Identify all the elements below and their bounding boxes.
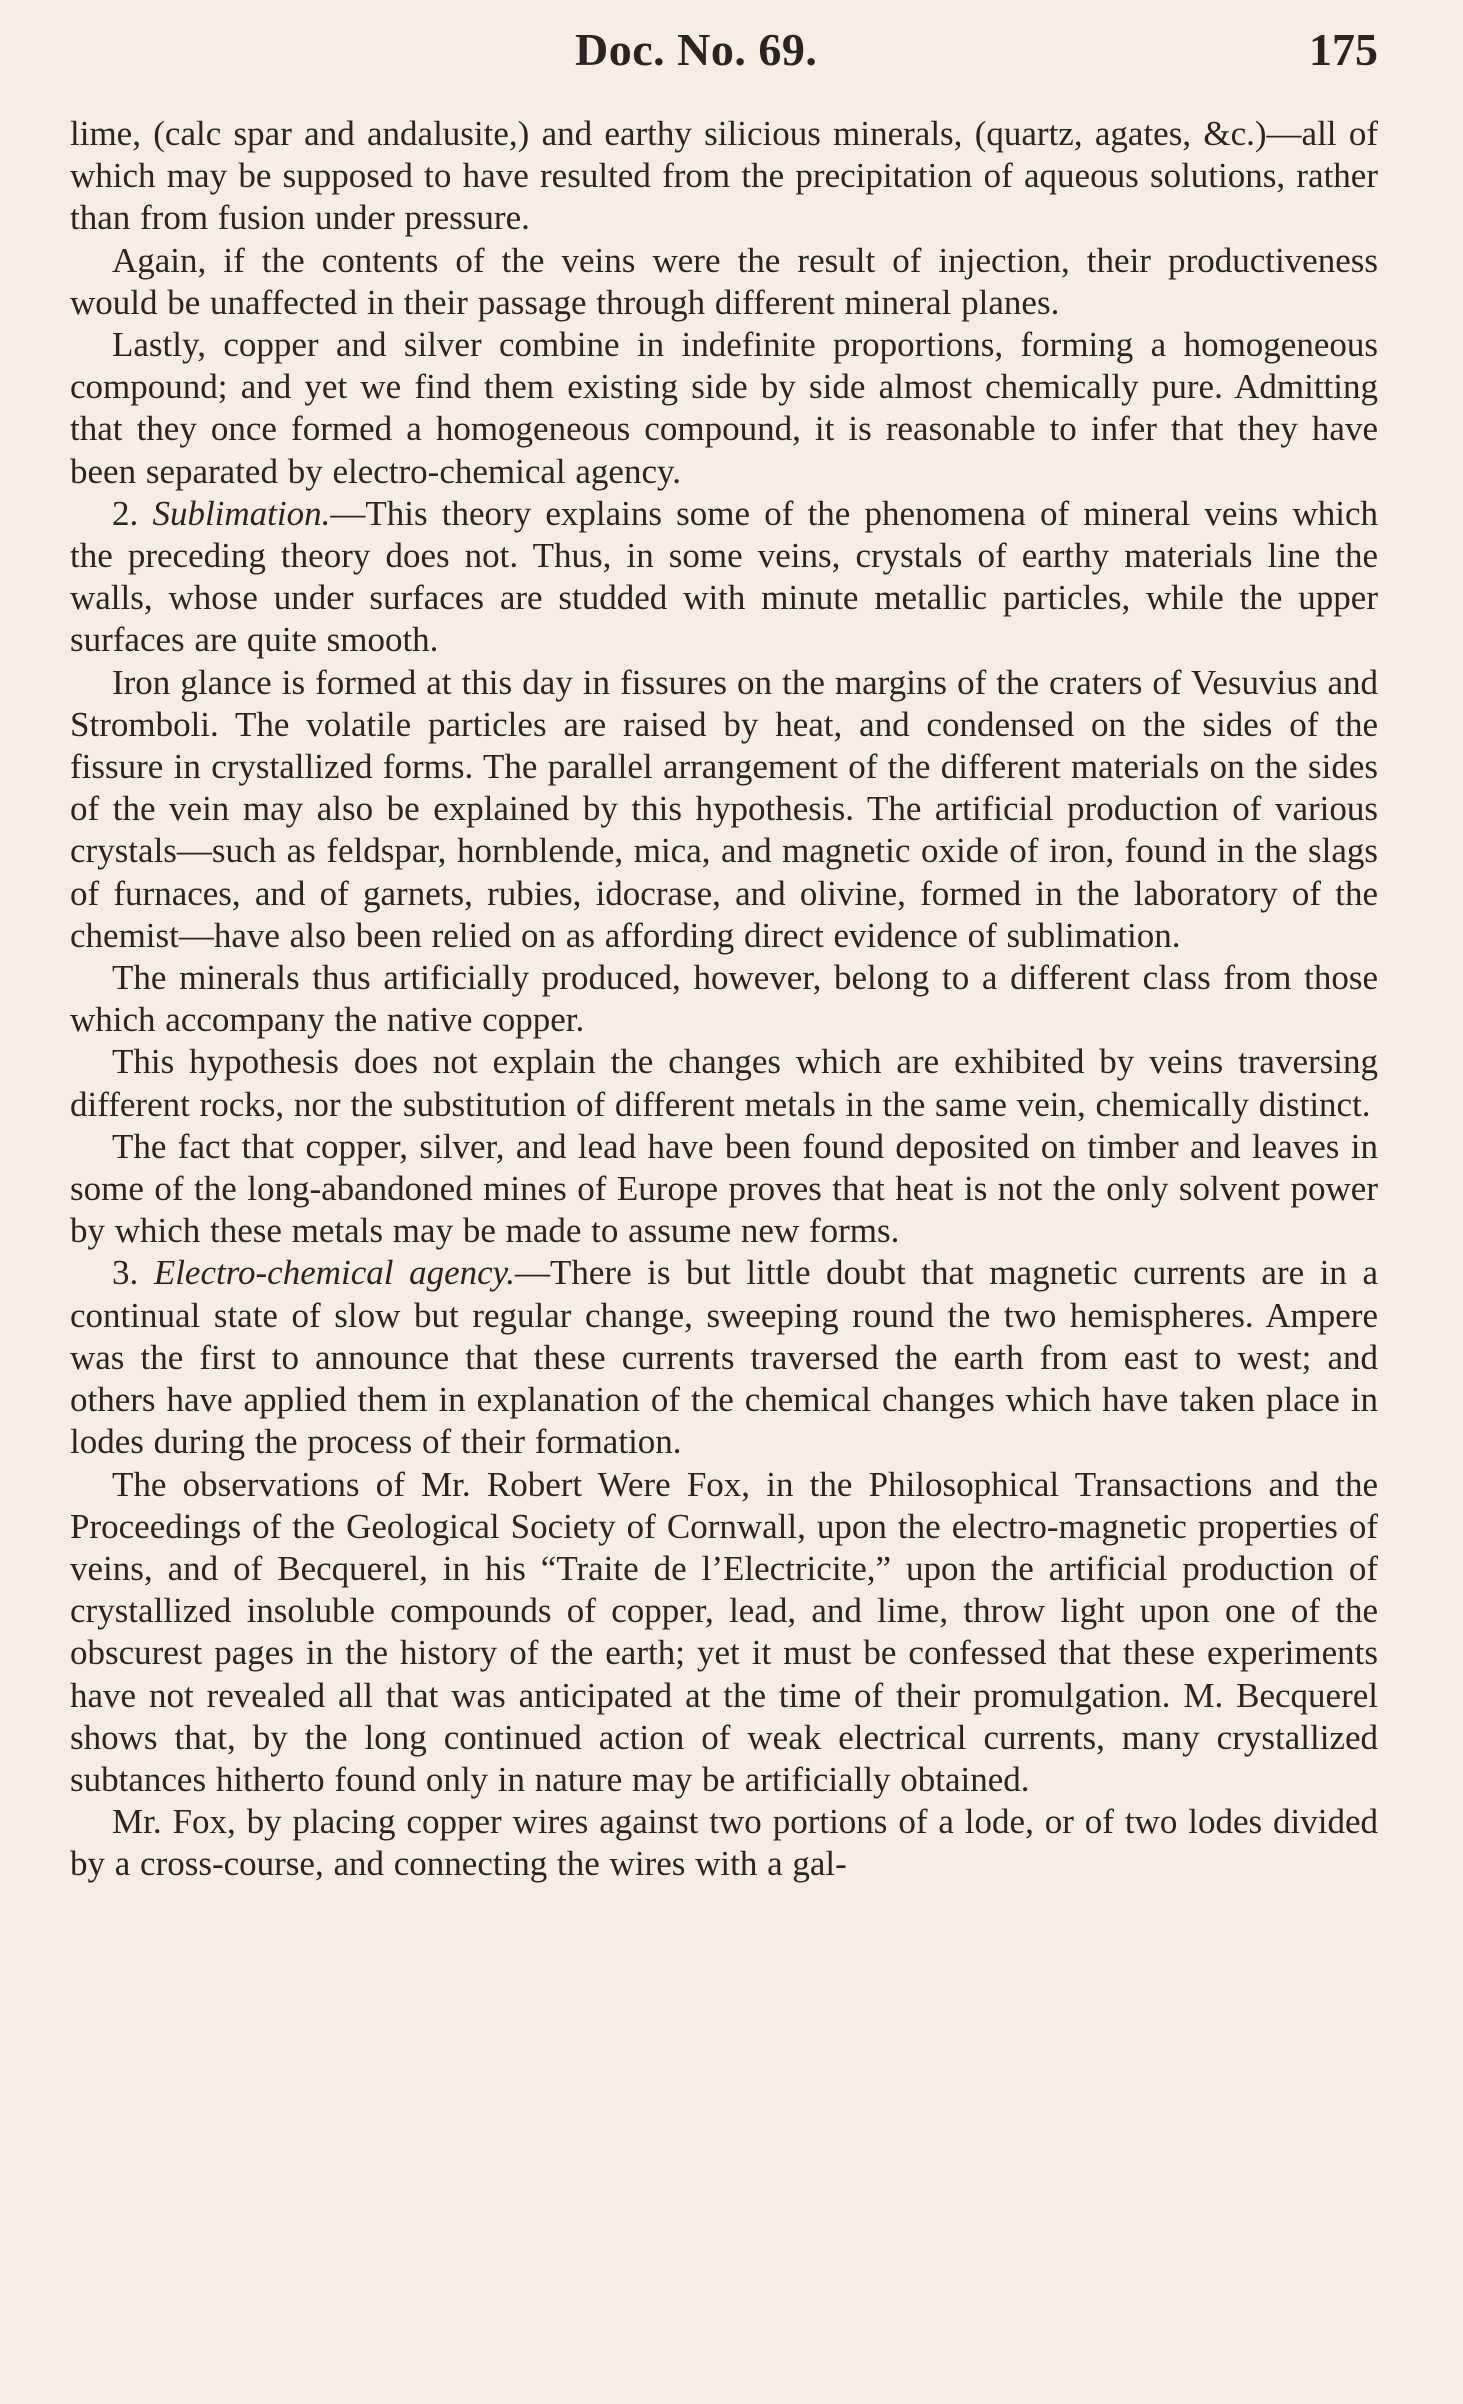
section-heading: Electro-chemical agency. [153,1253,515,1293]
paragraph-text: The minerals thus artificially produced, however, belong to a different class from those which accompany the native copper. [70,958,1378,1040]
paragraph [70,113,1378,240]
paragraph [70,324,1378,493]
page-number: 175 [1309,24,1378,75]
page-header [70,20,1378,80]
paragraph-text: —There is but little doubt that magnetic currents are in a continual state of slow but regular change, sweeping round the two hemispheres. Ampere was the first to announce that these currents traversed the earth from east to west; and others have applied them in explanation of the chemical changes which have taken place in lodes during the process of their formation. [70,1253,1379,1462]
document-title: Doc. No. 69. [575,24,818,75]
section-heading: Sublimation. [152,493,331,533]
paragraph [70,1252,1378,1463]
paragraph-text: This hypothesis does not explain the changes which are exhibited by veins traversing different rocks, nor the substitution of different metals in the same vein, chemically distinct. [70,1042,1378,1124]
paragraph [70,957,1378,1041]
paragraph [70,493,1378,662]
paragraph [70,1126,1378,1253]
paragraph-text: Iron glance is formed at this day in fissures on the margins of the craters of Vesuvius and Stromboli. The volatile particles are raised by heat, and condensed on the sides of the fissure in crystallized forms. The parallel arrangement of the different materials on the sides of the vein may also be explained by this hypothesis. The artificial production of various crystals—such as feldspar, hornblende, mica, and magnetic oxide of iron, found in the slags of furnaces, and of garnets, rubies, idocrase, and olivine, formed in the laboratory of the chemist—have also been relied on as affording direct evidence of sublimation. [70,662,1378,955]
paragraph [70,1041,1378,1125]
paragraph-text: Lastly, copper and silver combine in indefinite proportions, forming a homogeneous compound; and yet we find them existing side by side almost chemically pure. Admitting that they once formed a homogeneous compound, it is reasonable to infer that they have been separated by electro-chemical agency. [70,325,1378,491]
paragraph-text: The observations of Mr. Robert Were Fox, in the Philosophical Transactions and the Proceedings of the Geological Society of Cornwall, upon the electro-magnetic properties of veins, and of Becquerel, in his “Traite de l’Electricite,” upon the artificial production of crystallized insoluble compounds of copper, lead, and lime, throw light upon one of the obscurest pages in the history of the earth; yet it must be confessed that these experiments have not revealed all that was anticipated at the time of their promulgation. M. Becquerel shows that, by the long continued action of weak electrical currents, many crystallized subtances hitherto found only in nature may be artificially obtained. [70,1464,1378,1799]
paragraph-text: Mr. Fox, by placing copper wires against two portions of a lode, or of two lodes divided by a cross-course, and connecting the wires with a gal- [70,1802,1378,1884]
section-number: 2. [112,493,153,533]
paragraph-text: The fact that copper, silver, and lead have been found deposited on timber and leaves in some of the long-abandoned mines of Europe proves that heat is not the only solvent power by which these metals may be made to assume new forms. [70,1126,1378,1251]
paragraph-text: Again, if the contents of the veins were the result of injection, their productiveness would be unaffected in their passage through different mineral planes. [70,240,1378,322]
paragraph-text: —This theory explains some of the phenomena of mineral veins which the preceding theory does not. Thus, in some veins, crystals of earthy materials line the walls, whose under surfaces are studded with minute metallic particles, while the upper surfaces are quite smooth. [70,493,1379,660]
paragraph [70,240,1378,324]
paragraph [70,662,1378,957]
body-text [70,113,1378,1886]
section-number: 3. [112,1253,154,1293]
paragraph [70,1464,1378,1802]
paragraph-text: lime, (calc spar and andalusite,) and earthy silicious minerals, (quartz, agates, &c.)—all of which may be supposed to have resulted from the precipitation of aqueous solutions, rather than from fusion under pressure. [70,114,1378,238]
paragraph [70,1801,1378,1885]
